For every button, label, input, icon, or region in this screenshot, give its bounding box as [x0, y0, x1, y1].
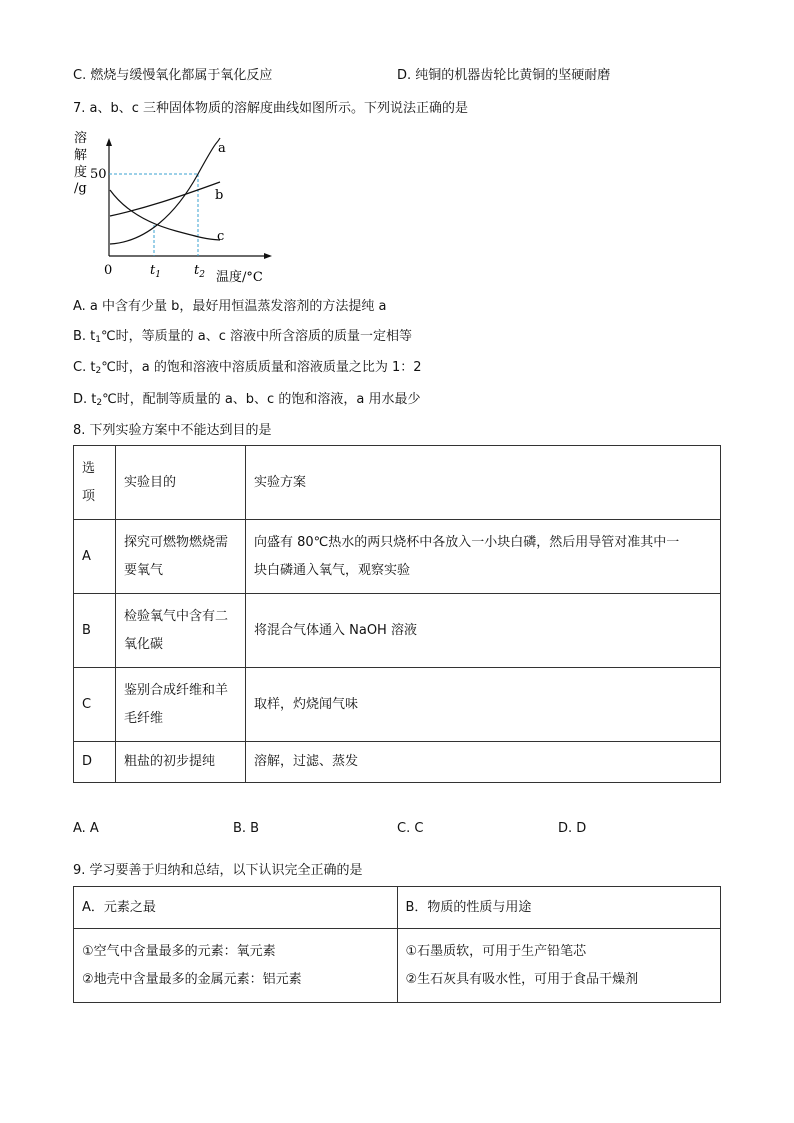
- x-axis-arrow: [264, 253, 272, 259]
- q9-table: [73, 886, 721, 1003]
- y-label-char-4: /g: [74, 181, 87, 196]
- series-label-a: a: [218, 141, 226, 156]
- y-label-char-1: 溶: [74, 131, 88, 146]
- q7-option-a: A. a 中含有少量 b，最好用恒温蒸发溶剂的方法提纯 a: [73, 299, 387, 314]
- row-plan: 向盛有 80℃热水的两只烧杯中各放入一小块白磷，然后用导管对准其中一 块白磷通入氧气，观察实验: [246, 520, 721, 594]
- q6-option-d: D. 纯铜的机器齿轮比黄铜的坚硬耐磨: [397, 68, 611, 83]
- y-tick-50: 50: [90, 167, 107, 182]
- series-label-c: c: [217, 229, 225, 244]
- series-label-b: b: [215, 188, 224, 203]
- q7-option-d: D. $t_2℃$时，配制等质量的 a、b、c 的饱和溶液，a 用水最少: [73, 392, 421, 408]
- row-plan: 取样，灼烧闻气味: [246, 668, 721, 742]
- row-goal: 鉴别合成纤维和羊 毛纤维: [116, 668, 246, 742]
- box-a-title: A．元素之最: [74, 887, 398, 929]
- q8-answer-a: A. A: [73, 821, 99, 836]
- q8-header-row: [74, 446, 721, 520]
- box-a-content: ①空气中含量最多的元素：氧元素 ②地壳中含量最多的金属元素：铝元素: [74, 929, 398, 1003]
- q8-answer-b: B. B: [233, 821, 260, 836]
- row-option: B: [74, 594, 116, 668]
- y-label-char-2: 解: [74, 148, 88, 163]
- q8-stem: 8. 下列实验方案中不能达到目的是: [73, 423, 272, 438]
- row-plan: 溶解，过滤、蒸发: [246, 742, 721, 783]
- table-row: [74, 742, 721, 783]
- origin-label: 0: [104, 263, 113, 278]
- q7-option-b: B. $t_1℃$时，等质量的 a、c 溶液中所含溶质的质量一定相等: [73, 329, 412, 345]
- table-row: [74, 668, 721, 742]
- y-axis-arrow: [106, 138, 112, 146]
- y-label-char-3: 度: [74, 165, 88, 180]
- curve-b: [110, 182, 220, 216]
- row-goal: 检验氧气中含有二 氧化碳: [116, 594, 246, 668]
- row-option: C: [74, 668, 116, 742]
- x-tick-t1: $t_1$: [150, 263, 161, 280]
- row-plan: 将混合气体通入 NaOH 溶液: [246, 594, 721, 668]
- q9-title-row: [74, 887, 721, 929]
- x-tick-t2: $t_2$: [194, 263, 205, 280]
- q9-content-row: [74, 929, 721, 1003]
- row-goal: 探究可燃物燃烧需 要氧气: [116, 520, 246, 594]
- box-b-content: ①石墨质软，可用于生产铅笔芯 ②生石灰具有吸水性，可用于食品干燥剂: [397, 929, 721, 1003]
- q8-answer-d: D. D: [558, 821, 587, 836]
- q7-option-c: C. $t_2℃$时，a 的饱和溶液中溶质质量和溶液质量之比为 1：2: [73, 360, 422, 376]
- q8-answer-c: C. C: [397, 821, 424, 836]
- table-row: [74, 594, 721, 668]
- q7-stem: 7. a、b、c 三种固体物质的溶解度曲线如图所示。下列说法正确的是: [73, 101, 469, 116]
- x-axis-label: 温度/°C: [216, 270, 263, 284]
- row-option: A: [74, 520, 116, 594]
- header-goal: 实验目的: [116, 446, 246, 520]
- row-option: D: [74, 742, 116, 783]
- q6-option-c: C. 燃烧与缓慢氧化都属于氧化反应: [73, 68, 273, 83]
- q9-stem: 9. 学习要善于归纳和总结，以下认识完全正确的是: [73, 863, 363, 878]
- table-row: [74, 520, 721, 594]
- curve-c: [110, 190, 220, 240]
- box-b-title: B．物质的性质与用途: [397, 887, 721, 929]
- row-goal: 粗盐的初步提纯: [116, 742, 246, 783]
- q8-table: [73, 445, 721, 783]
- header-plan: 实验方案: [246, 446, 721, 520]
- solubility-chart: [66, 124, 286, 284]
- header-option: 选 项: [74, 446, 116, 520]
